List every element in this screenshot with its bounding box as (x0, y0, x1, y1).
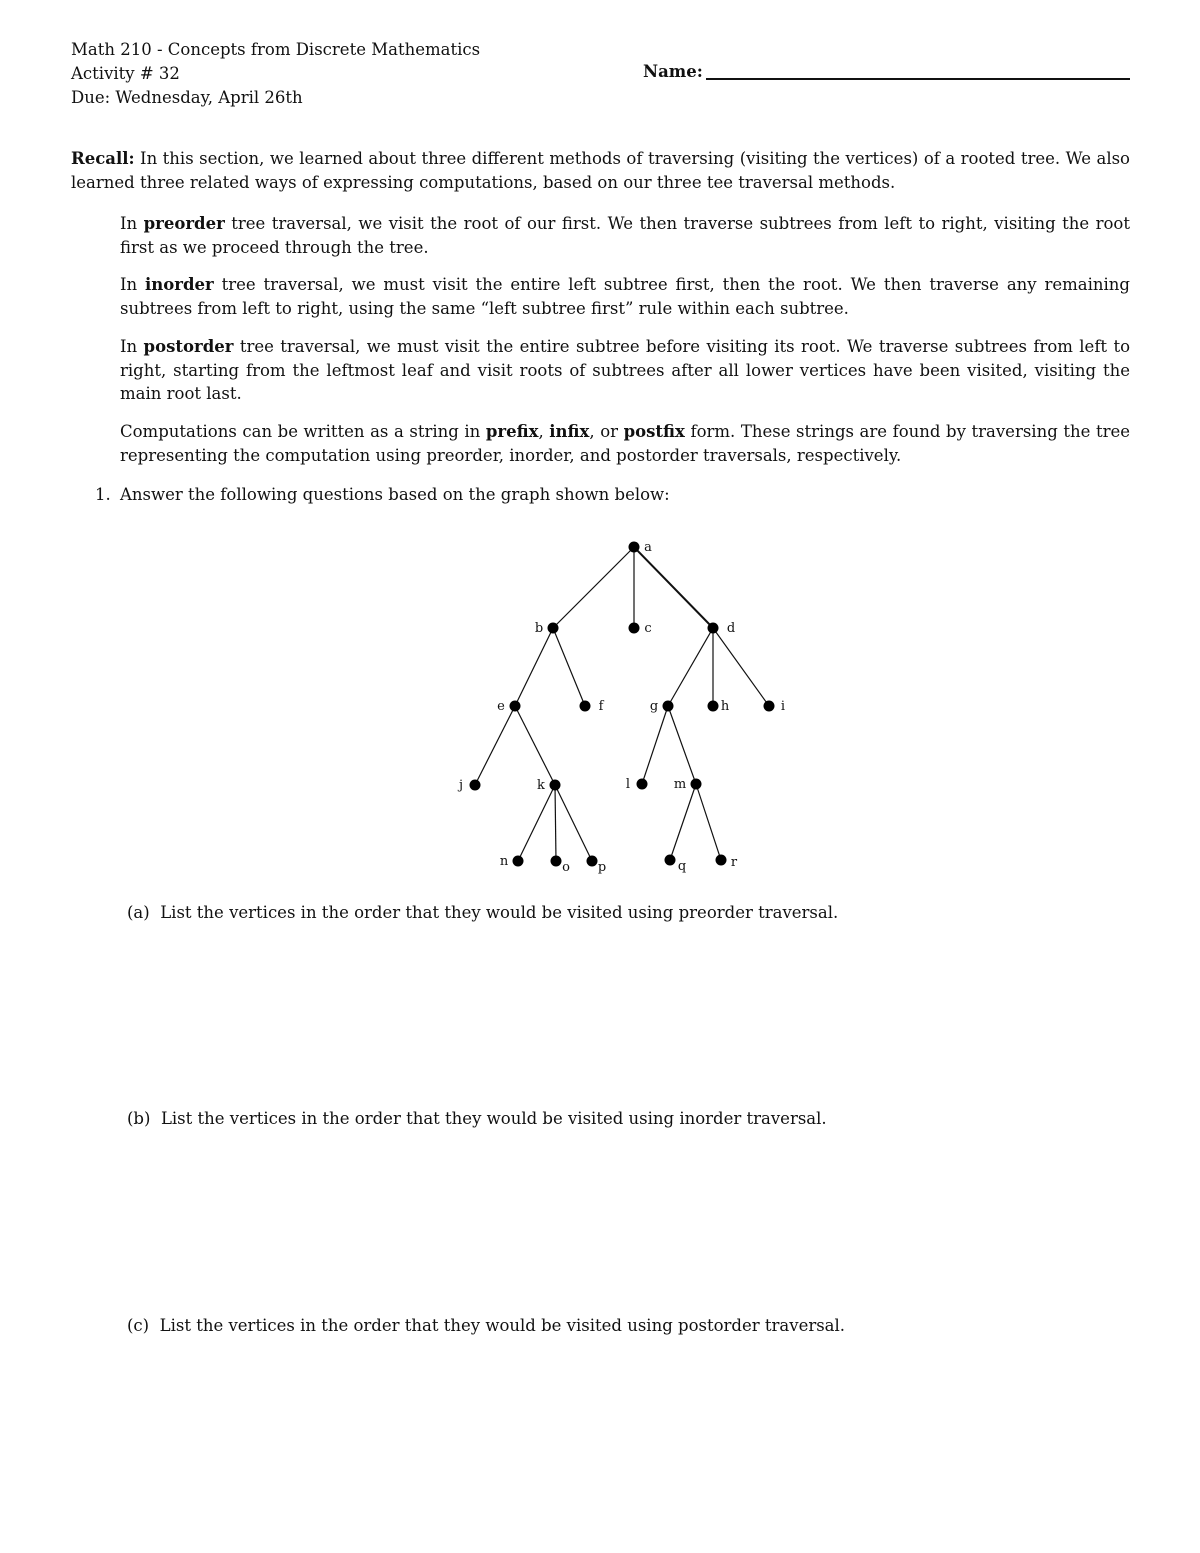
vertex-n (513, 856, 524, 867)
activity-number: Activity # 32 (71, 64, 180, 83)
vertex-label-a: a (644, 540, 652, 555)
question-1b-label: (b) (127, 1109, 151, 1128)
tree-edge-d-g (668, 628, 713, 706)
vertex-l (637, 779, 648, 790)
tree-edge-k-n (518, 785, 555, 861)
inorder-text: tree traversal, we must visit the entire left subtree first, then the root. We then traverse any remaining subtrees from left to right, using the same “left subtree first” rule within each subtree. (120, 275, 1130, 318)
vertex-label-i: i (780, 699, 786, 714)
vertex-label-o: o (562, 860, 570, 875)
question-1a (127, 903, 838, 922)
prefix-term: prefix (485, 422, 539, 441)
tree-edge-b-e (515, 628, 553, 706)
vertex-d (708, 623, 719, 634)
tree-edge-g-m (668, 706, 696, 784)
question-1c (127, 1316, 845, 1335)
vertex-label-k: k (537, 778, 545, 793)
vertex-label-p: p (597, 860, 607, 875)
recall-paragraph (71, 147, 1130, 194)
tree-edge-k-p (555, 785, 592, 861)
vertex-j (470, 780, 481, 791)
recall-lead: Recall: (71, 149, 135, 168)
question-1a-label: (a) (127, 903, 150, 922)
tree-edge-e-k (515, 706, 555, 785)
course-title: Math 210 - Concepts from Discrete Mathematics (71, 40, 481, 59)
tree-edge-a-d (634, 547, 713, 628)
vertex-label-f: f (598, 699, 604, 714)
inorder-paragraph (120, 273, 1130, 320)
vertex-o (551, 856, 562, 867)
question-1a-text: List the vertices in the order that they would be visited using preorder traversal. (160, 903, 839, 922)
vertex-i (764, 701, 775, 712)
computations-sep2: , or (589, 422, 624, 441)
infix-term: infix (549, 422, 590, 441)
tree-edge-m-q (670, 784, 696, 860)
computations-paragraph (120, 420, 1130, 467)
recall-text: In this section, we learned about three different methods of traversing (visiting the vertices) of a rooted tree. We also learned three related ways of expressing computations, based on our three tee traversal methods. (71, 149, 1130, 192)
preorder-term: preorder (143, 214, 225, 233)
preorder-paragraph (120, 212, 1130, 259)
computations-sep1: , (538, 422, 550, 441)
inorder-pre: In (120, 275, 146, 294)
vertex-h (708, 701, 719, 712)
postorder-text: tree traversal, we must visit the entire subtree before visiting its root. We traverse subtrees from left to right, starting from the leftmost leaf and visit roots of subtrees after all lower vertices have been visited, visiting the main root last. (120, 337, 1131, 403)
tree-vertices (457, 540, 785, 875)
vertex-label-h: h (720, 699, 730, 714)
tree-edge-k-o (555, 785, 556, 861)
vertex-label-j: j (458, 778, 464, 793)
vertex-q (665, 855, 676, 866)
vertex-m (691, 779, 702, 790)
vertex-label-c: c (644, 621, 652, 636)
vertex-a (629, 542, 640, 553)
question-1b-text: List the vertices in the order that they would be visited using inorder traversal. (160, 1109, 827, 1128)
answer-area-1c[interactable] (160, 1348, 1130, 1518)
vertex-g (663, 701, 674, 712)
name-label: Name: (643, 62, 703, 81)
question-1b (127, 1109, 827, 1128)
postorder-pre: In (120, 337, 144, 356)
vertex-c (629, 623, 640, 634)
computations-text: form. These strings are found by traversing the tree representing the computation using preorder, inorder, and postorder traversals, respectively. (120, 422, 1130, 465)
answer-area-1b[interactable] (160, 1141, 1130, 1311)
vertex-label-m: m (673, 777, 687, 792)
question-1c-label: (c) (127, 1316, 150, 1335)
vertex-p (587, 856, 598, 867)
vertex-label-d: d (726, 621, 736, 636)
vertex-b (548, 623, 559, 634)
tree-edge-m-r (696, 784, 721, 860)
tree-edge-g-l (642, 706, 668, 784)
vertex-label-n: n (499, 854, 509, 869)
answer-area-1a[interactable] (160, 935, 1130, 1105)
tree-edge-a-b (553, 547, 634, 628)
question-1-text: Answer the following questions based on the graph shown below: (120, 485, 670, 504)
question-1c-text: List the vertices in the order that they would be visited using postorder traversal. (159, 1316, 846, 1335)
preorder-pre: In (120, 214, 144, 233)
due-date: Due: Wednesday, April 26th (71, 88, 303, 107)
computations-pre: Computations can be written as a string in (120, 422, 486, 441)
name-blank-line[interactable] (706, 78, 1130, 80)
vertex-label-b: b (534, 621, 544, 636)
vertex-label-g: g (649, 699, 659, 714)
vertex-e (510, 701, 521, 712)
vertex-label-l: l (625, 777, 631, 792)
question-1-number: 1. (95, 485, 111, 504)
inorder-term: inorder (145, 275, 214, 294)
tree-edge-b-f (553, 628, 585, 706)
postfix-term: postfix (623, 422, 685, 441)
vertex-label-q: q (677, 859, 687, 874)
vertex-f (580, 701, 591, 712)
vertex-r (716, 855, 727, 866)
postorder-paragraph (120, 335, 1130, 406)
preorder-text: tree traversal, we visit the root of our first. We then traverse subtrees from left to right, visiting the root first as we proceed through the tree. (120, 214, 1130, 257)
rooted-tree-diagram (440, 530, 800, 880)
tree-edge-e-j (475, 706, 515, 785)
vertex-label-r: r (730, 855, 738, 870)
postorder-term: postorder (143, 337, 234, 356)
vertex-label-e: e (497, 699, 505, 714)
vertex-k (550, 780, 561, 791)
tree-edge-d-i (713, 628, 769, 706)
